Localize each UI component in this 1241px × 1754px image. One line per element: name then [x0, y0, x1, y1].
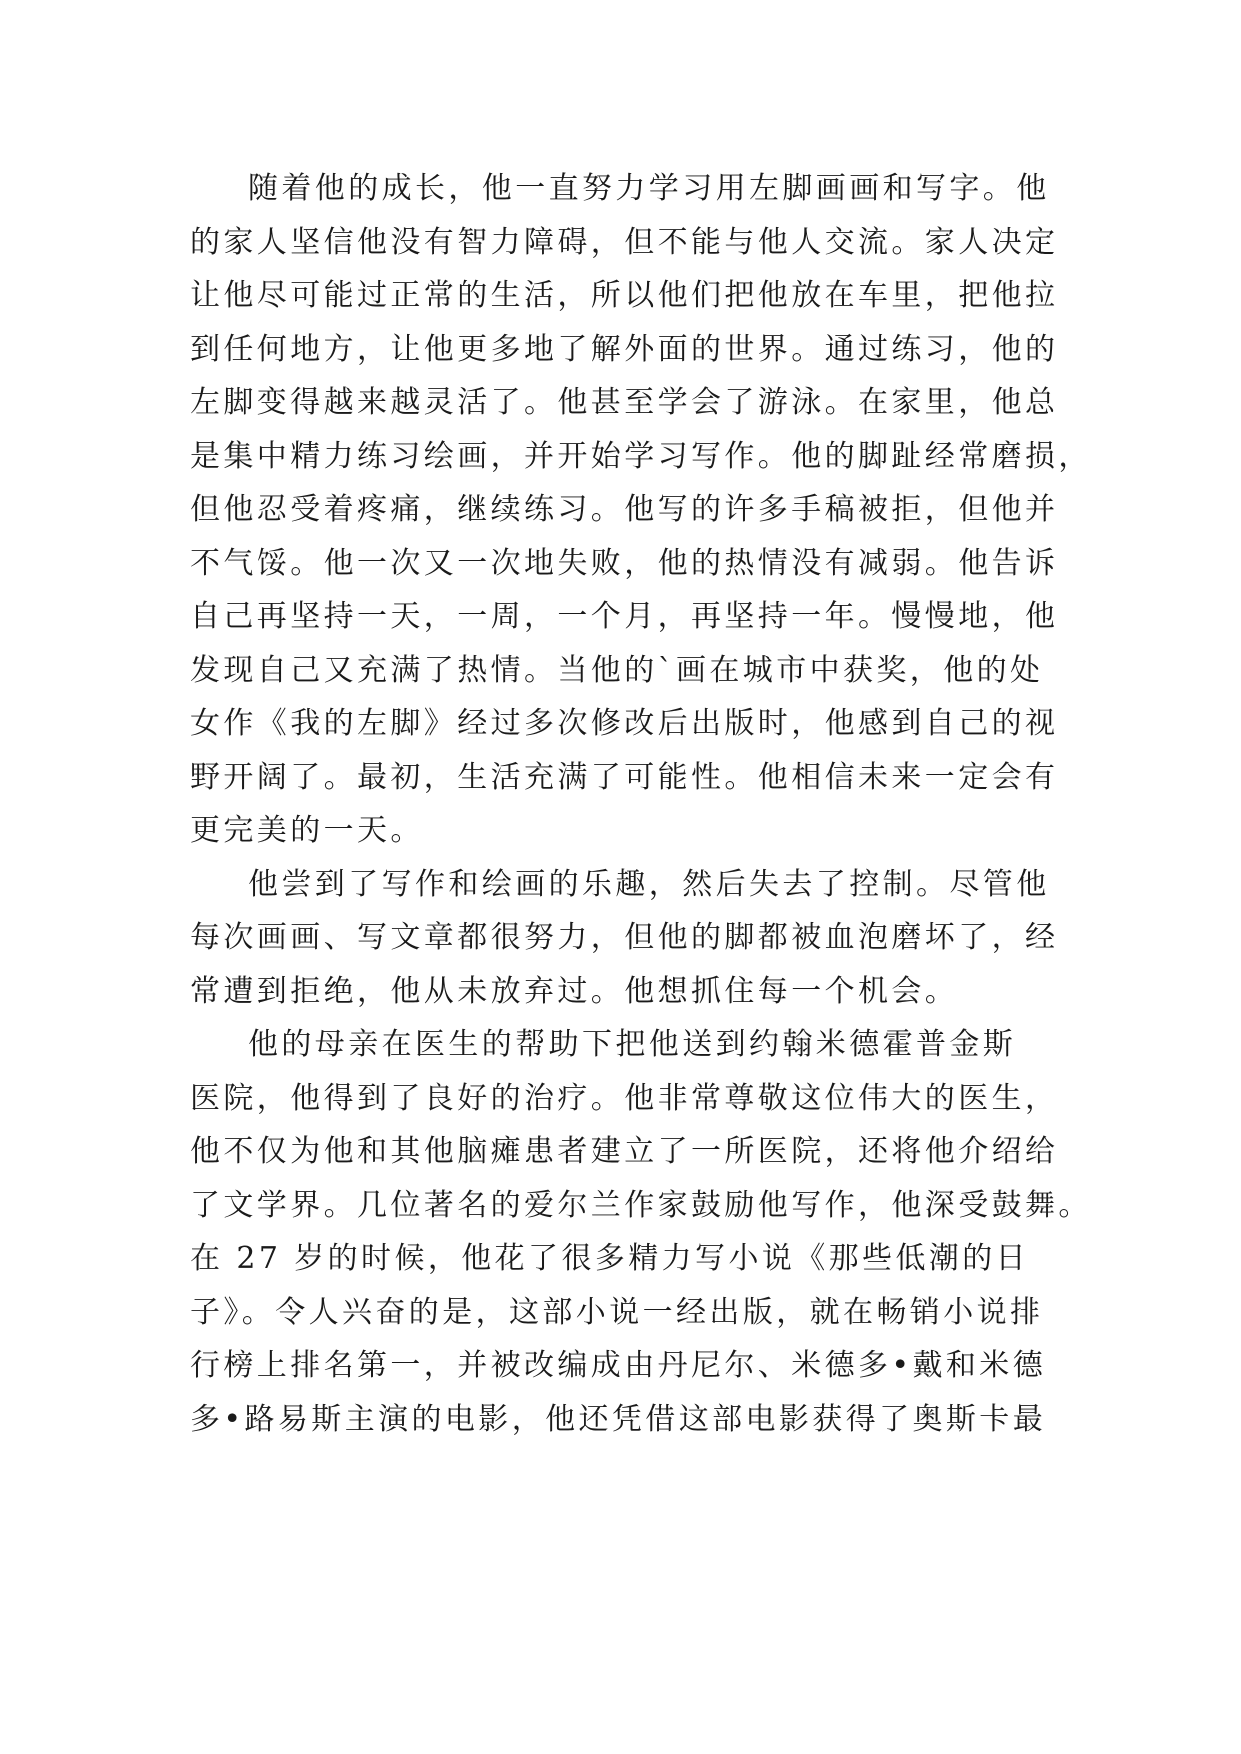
paragraph-1: [190, 162, 1090, 858]
text-line: 子》。令人兴奋的是，这部小说一经出版，就在畅销小说排: [190, 1294, 1044, 1330]
body-text: [190, 162, 1090, 1446]
paragraph-2: [190, 858, 1090, 1019]
text-line: 发现自己又充满了热情。当他的`画在城市中获奖，他的处: [190, 652, 1044, 688]
text-line: 多•路易斯主演的电影，他还凭借这部电影获得了奥斯卡最: [190, 1401, 1047, 1437]
paragraph-3: [190, 1018, 1090, 1446]
text-line: 随着他的成长，他一直努力学习用左脚画画和写字。他: [248, 171, 1050, 206]
text-line: 自己再坚持一天，一周，一个月，再坚持一年。慢慢地，他: [190, 599, 1059, 634]
text-line: 了文学界。几位著名的爱尔兰作家鼓励他写作，他深受鼓舞。: [190, 1187, 1092, 1223]
text-line: 左脚变得越来越灵活了。他甚至学会了游泳。在家里，他总: [190, 385, 1059, 420]
text-line: 是集中精力练习绘画，并开始学习写作。他的脚趾经常磨损，: [190, 438, 1092, 474]
text-line: 到任何地方，让他更多地了解外面的世界。通过练习，他的: [190, 331, 1059, 367]
text-line: 不气馁。他一次又一次地失败，他的热情没有减弱。他告诉: [190, 545, 1059, 581]
text-line: 但他忍受着疼痛，继续练习。他写的许多手稿被拒，但他并: [190, 492, 1059, 527]
text-line: 每次画画、写文章都很努力，但他的脚都被血泡磨坏了，经: [190, 920, 1059, 955]
text-line: 的家人坚信他没有智力障碍，但不能与他人交流。家人决定: [190, 224, 1059, 260]
text-line: 常遭到拒绝，他从未放弃过。他想抓住每一个机会。: [190, 973, 959, 1009]
text-line: 医院，他得到了良好的治疗。他非常尊敬这位伟大的医生，: [190, 1080, 1059, 1116]
text-line: 他不仅为他和其他脑瘫患者建立了一所医院，还将他介绍给: [190, 1134, 1059, 1169]
text-line: 行榜上排名第一，并被改编成由丹尼尔、米德多•戴和米德: [190, 1348, 1047, 1383]
text-line: 在 27 岁的时候，他花了很多精力写小说《那些低潮的日: [190, 1241, 1030, 1276]
text-line: 女作《我的左脚》经过多次修改后出版时，他感到自己的视: [190, 706, 1059, 741]
text-line: 他尝到了写作和绘画的乐趣，然后失去了控制。尽管他: [248, 866, 1050, 902]
text-line: 他的母亲在医生的帮助下把他送到约翰米德霍普金斯: [248, 1027, 1017, 1062]
text-line: 更完美的一天。: [190, 813, 424, 848]
text-line: 野开阔了。最初，生活充满了可能性。他相信未来一定会有: [190, 759, 1059, 795]
text-line: 让他尽可能过正常的生活，所以他们把他放在车里，把他拉: [190, 278, 1059, 313]
